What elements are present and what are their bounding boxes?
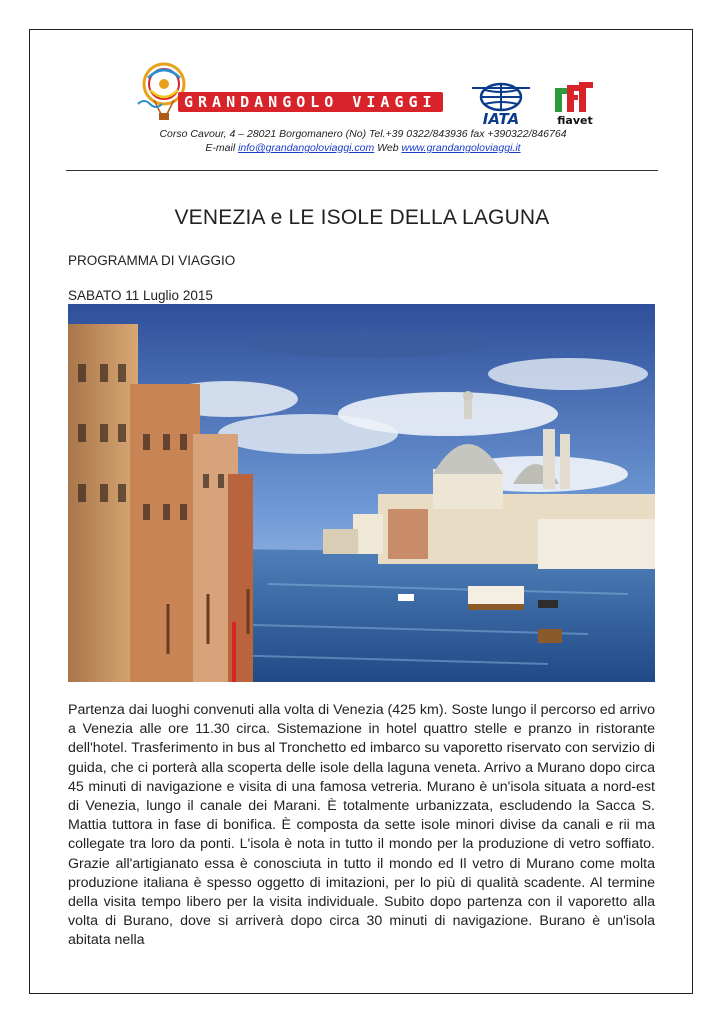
iata-logo <box>470 82 532 126</box>
program-subtitle: PROGRAMMA DI VIAGGIO <box>68 253 236 268</box>
web-label: Web <box>374 142 402 154</box>
venice-grand-canal-photo <box>68 304 655 682</box>
document-title: VENEZIA e LE ISOLE DELLA LAGUNA <box>174 206 550 229</box>
contact-line <box>130 142 596 154</box>
globe-icon <box>470 82 532 112</box>
flag-f-icon <box>551 82 599 116</box>
email-link[interactable]: info@grandangoloviaggi.com <box>238 142 375 154</box>
day-description: Partenza dai luoghi convenuti alla volta di Venezia (425 km). Soste lungo il percorso ed arrivo a Venezia alle ore 11.30 circa. Sistemazione in hotel quattro stelle e pranzo in ristorante dell'hotel. Trasferimento in bus al Tronchetto ed imbarco su vaporetto riservato con servizio di guida, che ci porterà alla scoperta delle isole della laguna veneta. Arrivo a Murano dopo circa 45 minuti di navigazione e visita di una famosa vetreria. Murano è un'isola situata a nord-est di Venezia, lungo il canale dei Marani. È totalmente urbanizzata, escludendo la Sacca S. Mattia tuttora in fase di bonifica. È composta da sette isole minori divise da canali e rii ma collegate tra loro da ponti. L'isola è nota in tutto il mondo per la produzione di vetro soffiato. Grazie all'artigianato essa è conosciuta in tutto il mondo ed Il vetro di Murano come molta produzione italiana è spesso oggetto di imitazioni, per lo più di qualità scadente. Al termine della visita tempo libero per la visita individuale. Subito dopo partenza con il vaporetto alla volta di Burano, dove si arriverà dopo circa 30 minuti di navigazione. Burano è un'isola abitata nella <box>68 702 655 949</box>
fiavet-logo <box>551 82 599 132</box>
email-label: E-mail <box>205 142 239 154</box>
iata-label: IATA <box>482 110 520 128</box>
day-heading: SABATO 11 Luglio 2015 <box>68 288 213 303</box>
web-link[interactable]: www.grandangoloviaggi.it <box>401 142 521 154</box>
fiavet-label: fiavet <box>557 114 593 127</box>
header-divider <box>66 170 658 171</box>
address-line: Corso Cavour, 4 – 28021 Borgomanero (No) Tel.+39 0322/843936 fax +390322/846764 <box>159 128 567 140</box>
brand-name: GRANDANGOLO VIAGGI <box>178 92 443 112</box>
